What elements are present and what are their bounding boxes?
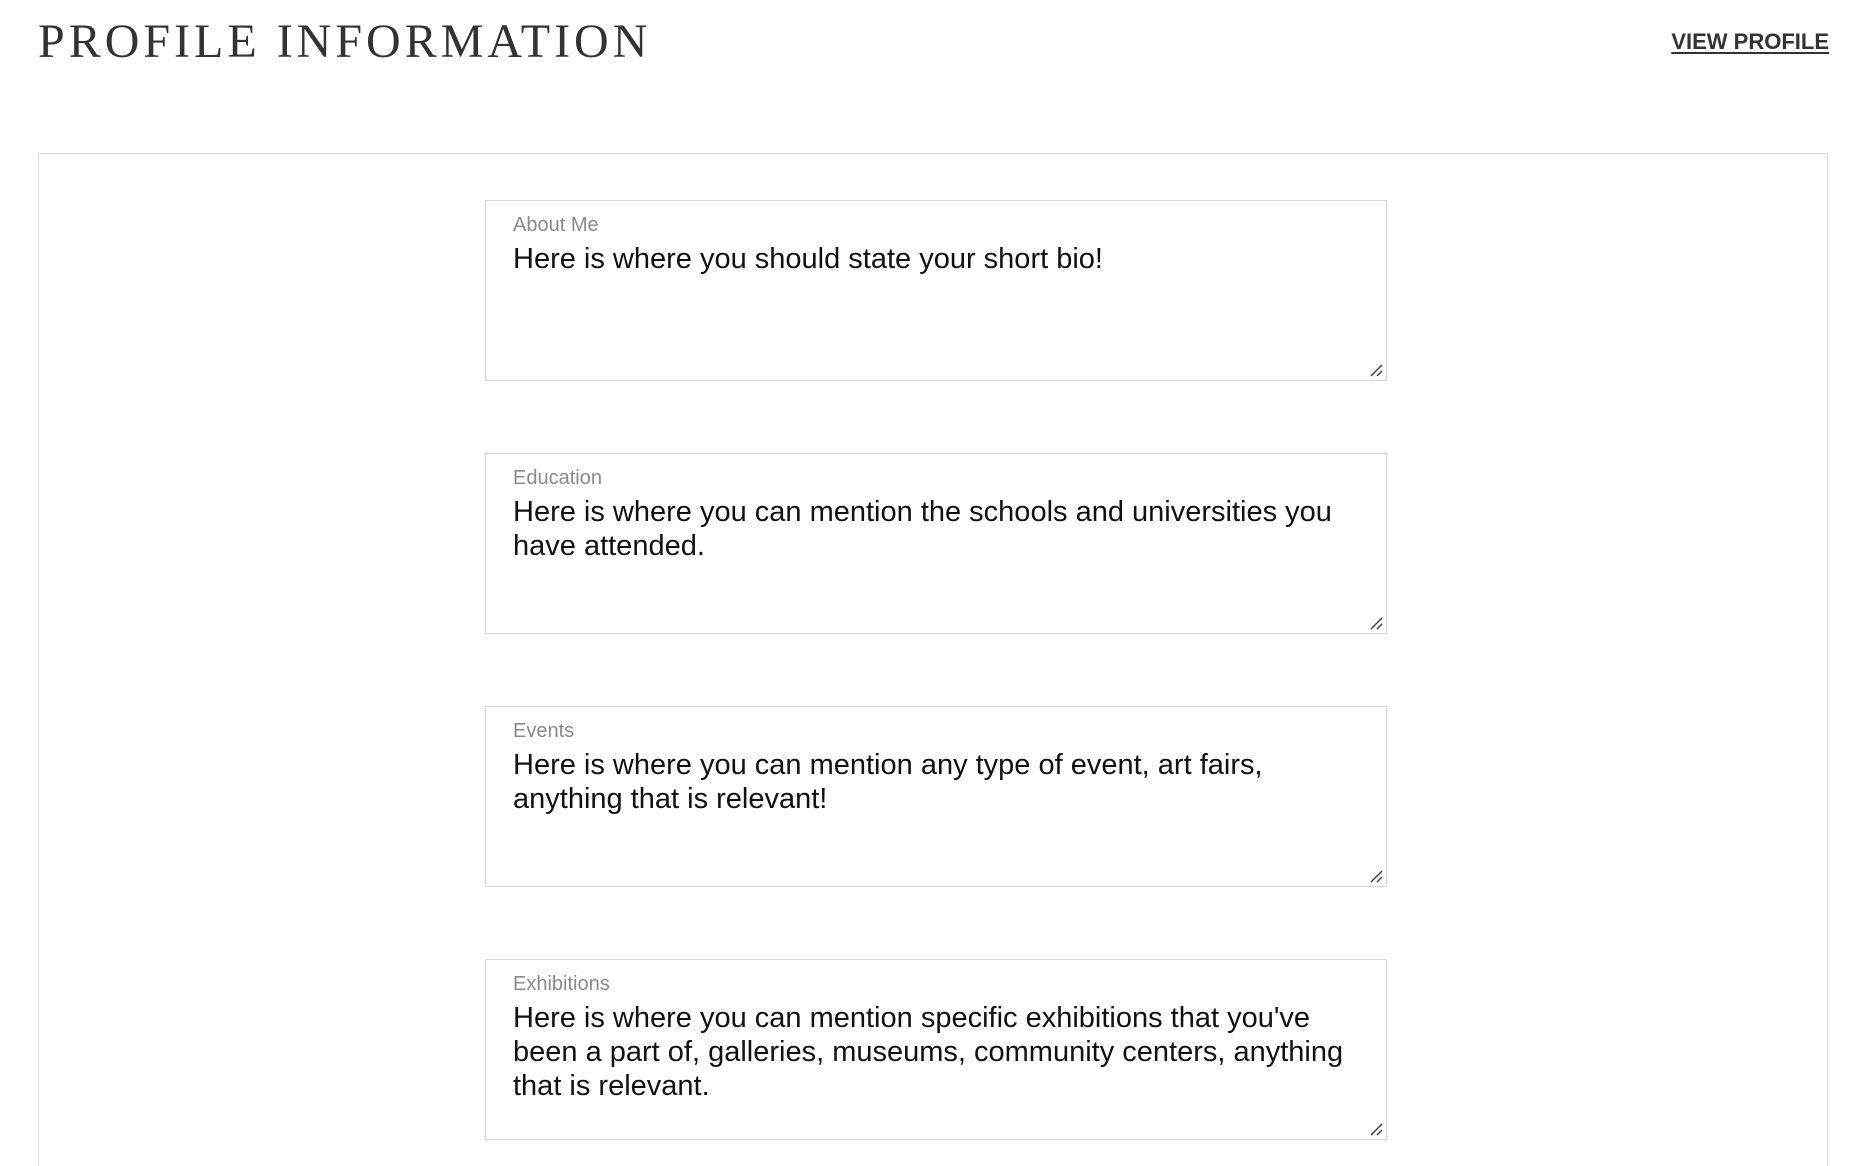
resize-handle-icon[interactable] <box>1368 868 1384 884</box>
exhibitions-label: Exhibitions <box>513 973 610 995</box>
events-label: Events <box>513 720 575 742</box>
resize-handle-icon[interactable] <box>1368 1121 1384 1137</box>
about-me-label: About Me <box>513 214 599 236</box>
page-title: PROFILE INFORMATION <box>38 15 652 68</box>
about-me-textarea[interactable] <box>513 242 1363 362</box>
events-textarea[interactable] <box>513 748 1363 868</box>
about-me-field[interactable] <box>485 200 1387 381</box>
view-profile-link[interactable]: VIEW PROFILE <box>1671 29 1829 54</box>
exhibitions-textarea[interactable] <box>513 1001 1363 1121</box>
resize-handle-icon[interactable] <box>1368 362 1384 378</box>
education-label: Education <box>513 467 602 489</box>
education-textarea[interactable] <box>513 495 1363 615</box>
education-field[interactable] <box>485 453 1387 634</box>
resize-handle-icon[interactable] <box>1368 615 1384 631</box>
exhibitions-field[interactable] <box>485 959 1387 1140</box>
events-field[interactable] <box>485 706 1387 887</box>
profile-panel <box>38 153 1828 1166</box>
